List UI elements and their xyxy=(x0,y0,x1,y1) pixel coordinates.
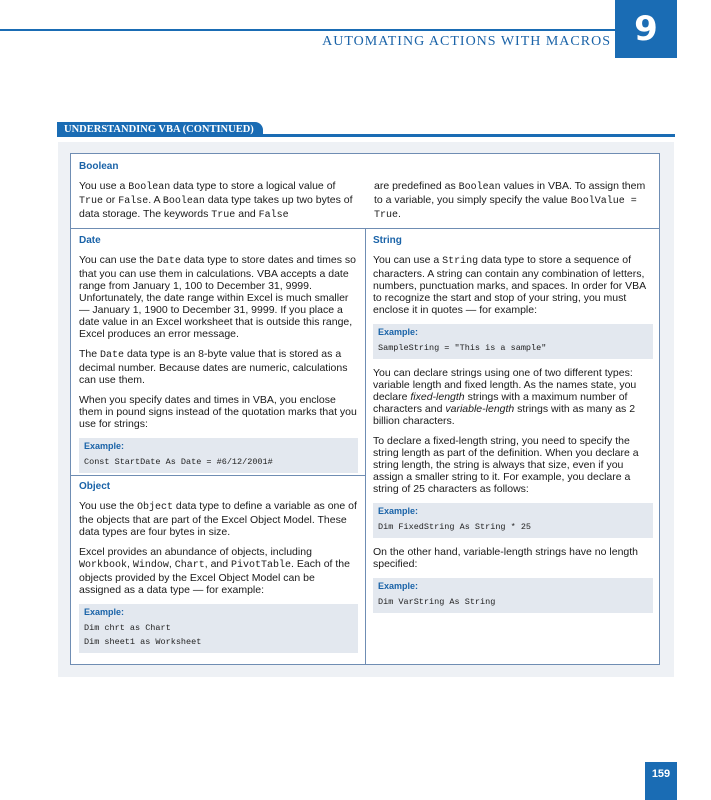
date-heading: Date xyxy=(79,235,101,246)
string-example-box-2 xyxy=(373,503,653,538)
string-example-box-3 xyxy=(373,578,653,613)
boolean-cell xyxy=(79,161,654,222)
object-heading: Object xyxy=(79,481,111,492)
object-example-code-line: Dim chrt as Chart xyxy=(84,623,171,633)
string-paragraph-2: You can declare strings using one of two different types: variable length and fixed length. As the names state, you declare fixed-length strings with a maximum number of characters and variable-length strings with as many as 2 billion characters. xyxy=(373,367,637,427)
string-paragraph-4: On the other hand, variable-length strings have no length specified: xyxy=(373,546,639,570)
string-example-code: Dim FixedString As String * 25 xyxy=(378,522,532,532)
boolean-text-right: are predefined as Boolean values in VBA. To assign them to a variable, you simply specify the value BoolValue = True. xyxy=(374,180,646,221)
string-example-label: Example: xyxy=(378,581,419,591)
string-paragraph-3: To declare a fixed-length string, you need to specify the string length as part of the definition. When you declare a string length, the string is always that size, even if you assign a smaller string to it. For example, you declare a string of 25 characters as follows: xyxy=(373,435,639,495)
date-paragraph-2: The Date data type is an 8-byte value that is stored as a decimal number. Because dates are numeric, calculations can use them. xyxy=(79,348,348,386)
date-paragraph-1: You can use the Date data type to store dates and times so that you can use them in calculations. VBA accepts a date range from January 1, 100 to December 31, 9999. Unfortunately, the date range within Excel is much smaller — January 1, 1900 to December 31, 9999. If you place a date value in an Excel worksheet that is outside this range, Excel produces an error message. xyxy=(79,254,356,340)
object-paragraph-2: Excel provides an abundance of objects, including Workbook, Window, Chart, and PivotTable. Each of the objects provided by the Excel Object Model can be assigned as a data type — for example: xyxy=(79,546,350,596)
object-example-label: Example: xyxy=(84,607,125,617)
chapter-title: AUTOMATING ACTIONS WITH MACROS xyxy=(322,34,611,49)
string-example-box-1 xyxy=(373,324,653,359)
date-example-label: Example: xyxy=(84,441,125,451)
string-example-label: Example: xyxy=(378,506,419,516)
boolean-heading: Boolean xyxy=(79,161,119,172)
data-types-table xyxy=(70,153,660,665)
string-example-code: SampleString = "This is a sample" xyxy=(378,343,547,353)
header-rule xyxy=(0,29,615,31)
string-example-label: Example: xyxy=(378,327,419,337)
section-title: UNDERSTANDING VBA (CONTINUED) xyxy=(57,122,263,137)
page-number-tab: 159 xyxy=(645,762,677,800)
date-paragraph-3: When you specify dates and times in VBA, you enclose them in pound signs instead of the quotation marks that you use for strings: xyxy=(79,394,357,430)
date-cell xyxy=(79,235,358,473)
object-example-code-line: Dim sheet1 as Worksheet xyxy=(84,637,202,647)
column-divider xyxy=(365,228,366,664)
string-heading: String xyxy=(373,235,402,246)
object-paragraph-1: You use the Object data type to define a variable as one of the objects that are part of the Excel Object Model. These data types are four bytes in size. xyxy=(79,500,357,538)
object-cell xyxy=(79,481,358,653)
date-example-code: Const StartDate As Date = #6/12/2001# xyxy=(84,457,273,467)
section-heading-bar xyxy=(57,122,675,137)
date-example-box xyxy=(79,438,358,473)
string-cell xyxy=(373,235,653,613)
boolean-text-left: You use a Boolean data type to store a logical value of True or False. A Boolean data type takes up two bytes of data storage. The keywords True and False xyxy=(79,180,353,221)
string-paragraph-1: You can use a String data type to store a sequence of characters. A string can contain any combination of letters, numbers, punctuation marks, and spaces. In order for VBA to recognize the start and stop of your string, you must enclose it in quotes — for example: xyxy=(373,254,646,316)
string-example-code: Dim VarString As String xyxy=(378,597,496,607)
row-divider xyxy=(71,475,365,476)
object-example-box xyxy=(79,604,358,653)
chapter-number-tab: 9 xyxy=(615,0,677,58)
